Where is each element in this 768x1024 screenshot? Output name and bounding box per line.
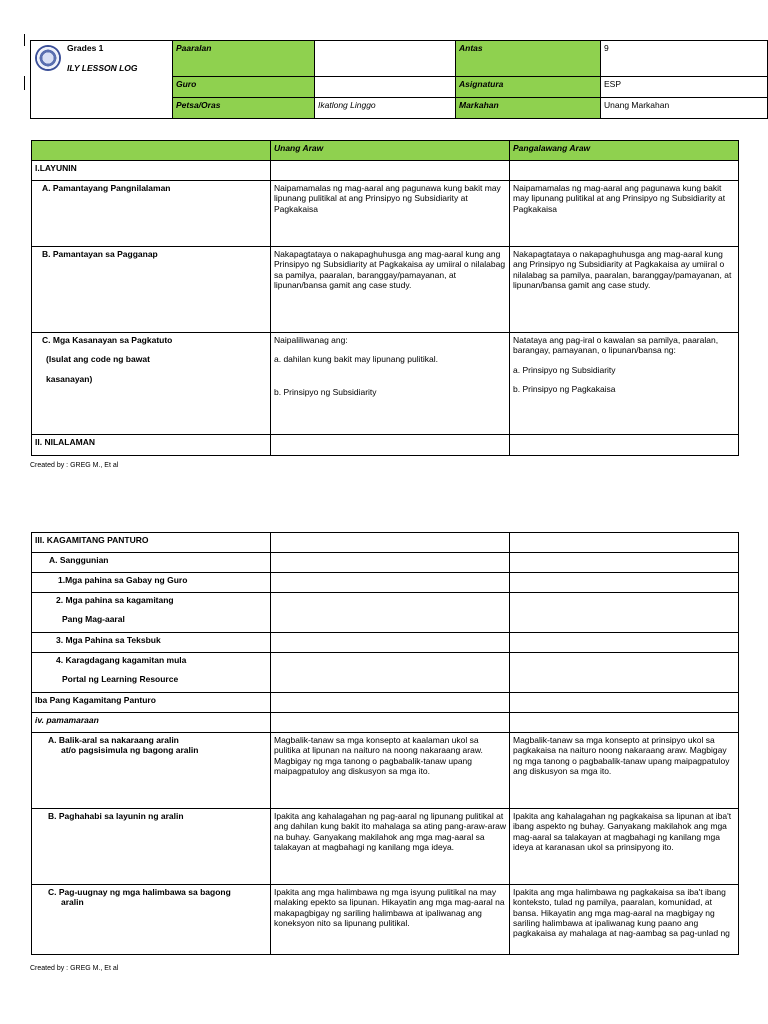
teksbuk-label: 3. Mga Pahina sa Teksbuk bbox=[32, 633, 271, 653]
learning-resource-label bbox=[32, 653, 271, 693]
markahan-value: Unang Markahan bbox=[601, 98, 768, 119]
table-cell bbox=[271, 713, 510, 733]
table-cell: Magbalik-tanaw sa mga konsepto at kaalaman ukol sa pulitika at lipunan na naituro na noong nakaraang araw. Magbigay ng mga tanong o pagbabalik-tanaw upang maipagpatuloy ang diskusyon sa mga ito. bbox=[271, 733, 510, 809]
gabay-guro-label: 1.Mga pahina sa Gabay ng Guro bbox=[32, 573, 271, 593]
objectives-table bbox=[31, 140, 739, 456]
table-cell bbox=[271, 653, 510, 693]
nilalaman-heading: II. NILALAMAN bbox=[32, 435, 271, 456]
sanggunian-heading: A. Sanggunian bbox=[32, 553, 271, 573]
table-cell bbox=[271, 161, 510, 181]
kagamitang-line1: 2. Mga pahina sa kagamitang bbox=[56, 595, 174, 605]
table-cell bbox=[510, 573, 739, 593]
table-cell: Nakapagtataya o nakapaghuhusga ang mag-aaral kung ang Prinsipyo ng Subsidiarity at Pagkakaisa ay umiiral o nilalabag sa pamilya, paaralan, baranggay/pamayanan, at lipunan/bansa gamit ang case study. bbox=[271, 247, 510, 333]
table-cell bbox=[510, 593, 739, 633]
iba-pang-kagamitan-label: Iba Pang Kagamitang Panturo bbox=[32, 693, 271, 713]
row-label-balik-aral bbox=[32, 733, 271, 809]
balik-aral-line2: at/o pagsisimula ng bagong aralin bbox=[61, 745, 199, 756]
guro-value bbox=[315, 77, 456, 98]
table-cell: Ipakita ang kahalagahan ng pagkakaisa sa lipunan at iba't ibang aspekto ng buhay. Ganyakang makilahok ang mga mag-aaral sa talakayan at magbahagi ng kanilang mga ideya at karanasan ukol sa prinsipyong ito. bbox=[510, 809, 739, 885]
table-cell bbox=[510, 693, 739, 713]
asignatura-value: ESP bbox=[601, 77, 768, 98]
table-cell: Ipakita ang kahalagahan ng pag-aaral ng lipunang pulitikal at ang dahilan kung bakit ito mahalaga sa ating pang-araw-araw na buhay. Ganyakang makilahok ang mga mag-aaral sa talakayan at magbahagi ng kanilang mga ideya. bbox=[271, 809, 510, 885]
pamamaraan-heading: iv. pamamaraan bbox=[32, 713, 271, 733]
table-cell: Nakapagtataya o nakapaghuhusga ang mag-aaral kung ang Prinsipyo ng Subsidiarity at Pagkakaisa ay umiiral o nilalabag sa pamilya, paaralan, baranggay/pamayanan, at lipunan/bansa gamit ang case study. bbox=[510, 247, 739, 333]
row-label-pamantayan-sa-pagganap: B. Pamantayan sa Pagganap bbox=[32, 247, 271, 333]
margin-mark-top bbox=[24, 34, 25, 46]
table-cell bbox=[510, 553, 739, 573]
table-cell bbox=[510, 435, 739, 456]
t1-corner-cell bbox=[32, 141, 271, 161]
paaralan-value bbox=[315, 41, 456, 77]
table-cell: Magbalik-tanaw sa mga konsepto at prinsipyo ukol sa pagkakaisa na naituro noong nakaraang araw. Magbigay ng mga tanong o pagbabalik-tanaw upang maipagpatuloy ang diskusyon sa mga ito. bbox=[510, 733, 739, 809]
kagamitang-mag-aaral-label bbox=[32, 593, 271, 633]
day1-intro: Naipaliliwanag ang: bbox=[274, 335, 348, 345]
table-cell bbox=[271, 553, 510, 573]
row-label-paghahabi: B. Paghahabi sa layunin ng aralin bbox=[32, 809, 271, 885]
table-cell bbox=[510, 161, 739, 181]
layunin-heading: I.LAYUNIN bbox=[32, 161, 271, 181]
day1-item-b: b. Prinsipyo ng Subsidiarity bbox=[274, 386, 377, 397]
row-label-pamantayang-pangnilalaman: A. Pamantayang Pangnilalaman bbox=[32, 181, 271, 247]
table-cell bbox=[510, 633, 739, 653]
grade-label: Grades 1 bbox=[67, 43, 104, 53]
pag-uugnay-line2: aralin bbox=[61, 897, 84, 908]
guro-label: Guro bbox=[173, 77, 315, 98]
kasanayan-line2: (Isulat ang code ng bawat bbox=[46, 354, 150, 365]
col-unang-araw: Unang Araw bbox=[271, 141, 510, 161]
row-label-pag-uugnay bbox=[32, 885, 271, 955]
day2-item-a: a. Prinsipyo ng Subsidiarity bbox=[513, 364, 616, 375]
table-cell bbox=[510, 653, 739, 693]
materials-procedure-table bbox=[31, 532, 739, 955]
lesson-log-header bbox=[30, 40, 768, 119]
pag-uugnay-line1: C. Pag-uugnay ng mga halimbawa sa bagong bbox=[48, 887, 231, 897]
antas-label: Antas bbox=[456, 41, 601, 77]
kagamitan-heading: III. KAGAMITANG PANTURO bbox=[32, 533, 271, 553]
day2-item-b: b. Prinsipyo ng Pagkakaisa bbox=[513, 384, 616, 395]
margin-mark-bottom bbox=[24, 76, 25, 90]
table-cell: Naipamamalas ng mag-aaral ang pagunawa kung bakit may lipunang pulitikal at ang Prinsipyo ng Subsidiarity at Pagkakaisa bbox=[510, 181, 739, 247]
table-cell bbox=[271, 533, 510, 553]
paaralan-label: Paaralan bbox=[173, 41, 315, 77]
table-cell bbox=[510, 533, 739, 553]
footer-credit: Created by : GREG M., Et al bbox=[30, 462, 119, 469]
day1-item-a: a. dahilan kung bakit may lipunang pulitikal. bbox=[274, 354, 438, 365]
table-cell bbox=[271, 693, 510, 713]
footer-credit: Created by : GREG M., Et al bbox=[30, 965, 119, 972]
table-cell: Naipamamalas ng mag-aaral ang pagunawa kung bakit may lipunang pulitikal at ang Prinsipyo ng Subsidiarity at Pagkakaisa bbox=[271, 181, 510, 247]
resource-line2: Portal ng Learning Resource bbox=[62, 674, 179, 685]
kasanayan-line1: C. Mga Kasanayan sa Pagkatuto bbox=[42, 335, 173, 345]
table-cell bbox=[271, 435, 510, 456]
deped-seal-icon bbox=[35, 45, 61, 71]
balik-aral-line1: A. Balik-aral sa nakaraang aralin bbox=[48, 735, 179, 745]
resource-line1: 4. Karagdagang kagamitan mula bbox=[56, 655, 187, 665]
petsa-label: Petsa/Oras bbox=[173, 98, 315, 119]
day2-intro: Natataya ang pag-iral o kawalan sa pamilya, paaralan, barangay, pamayanan, o lipunan/bansa ng: bbox=[513, 335, 719, 356]
row-label-kasanayan bbox=[32, 333, 271, 435]
kagamitang-line2: Pang Mag-aaral bbox=[62, 614, 125, 625]
table-cell bbox=[510, 333, 739, 435]
lesson-log-title: ILY LESSON LOG bbox=[67, 63, 138, 73]
table-cell: Ipakita ang mga halimbawa ng pagkakaisa sa iba't ibang konteksto, tulad ng pamilya, paaralan, komunidad, at bansa. Hikayatin ang mga mag-aaral na magbigay ng sariling halimbawa at ipaliwanag kung paano ang pagkakaisa ay mahalaga at nag-aambag sa pag-unlad ng bbox=[510, 885, 739, 955]
asignatura-label: Asignatura bbox=[456, 77, 601, 98]
table-cell bbox=[271, 593, 510, 633]
table-cell bbox=[271, 633, 510, 653]
kasanayan-line3: kasanayan) bbox=[46, 373, 93, 384]
table-cell bbox=[510, 713, 739, 733]
table-cell bbox=[271, 573, 510, 593]
table-cell: Ipakita ang mga halimbawa ng mga isyung pulitikal na may malaking epekto sa lipunan. Hikayatin ang mga mag-aaral na makapagbigay ng sariling halimbawa at ipaliwanag ang koneksyon nito sa lipunang pulitikal. bbox=[271, 885, 510, 955]
antas-value: 9 bbox=[601, 41, 768, 77]
table-cell bbox=[271, 333, 510, 435]
markahan-label: Markahan bbox=[456, 98, 601, 119]
petsa-value: Ikatlong Linggo bbox=[315, 98, 456, 119]
header-logo-cell bbox=[31, 41, 173, 119]
col-pangalawang-araw: Pangalawang Araw bbox=[510, 141, 739, 161]
